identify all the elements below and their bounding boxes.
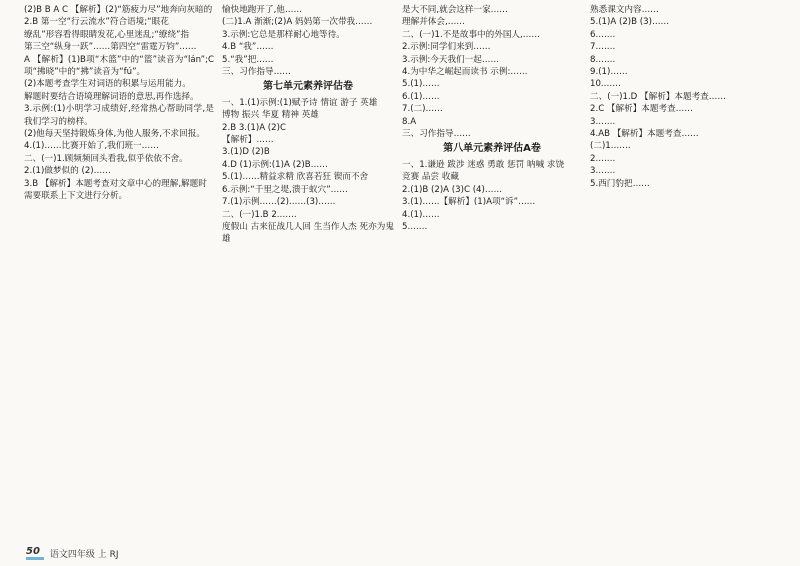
text-line: 7.(1)示例……(2)……(3)…… (222, 197, 336, 208)
page-footer (26, 546, 119, 560)
text-line: 愉快地跑开了,他…… (222, 5, 303, 15)
section-heading (402, 143, 582, 155)
text-line: 4.(1)……比赛开始了,我们班一…… (24, 141, 159, 152)
page-number: 50 (26, 546, 44, 560)
text-line: 理解并体会,…… (402, 17, 465, 28)
text-line: 是大不同,就会这样一家…… (402, 5, 508, 15)
text-line: 缭乱”形容看得眼睛发花,心里迷乱;“缭绕”指 (24, 29, 190, 40)
text-line: (2)本题考查学生对词语的积累与运用能力。 (24, 79, 191, 90)
text-line: 10.…… (590, 79, 621, 90)
text-line: 8.A (402, 116, 417, 127)
text-line: 解题时要结合语境理解词语的意思,再作选择。 (24, 91, 199, 102)
text-line: 需要联系上下文进行分析。 (24, 191, 128, 202)
text-line: 2.(1)做梦似的 (2)…… (24, 166, 111, 177)
text-line: 7.…… (590, 42, 616, 53)
text-line: 竞赛 品尝 收藏 (402, 172, 460, 183)
section-heading-title: 第八单元素养评估A卷 (443, 143, 541, 155)
text-line: 5.“我”把…… (222, 54, 274, 65)
text-line: 3.示例:(1)小明学习成绩好,经常热心帮助同学,是我们学习的榜样。 (24, 104, 214, 127)
text-line: 2.B 3.(1)A (2)C (222, 122, 286, 133)
text-line: 4.D (1)示例:(1)A (2)B…… (222, 159, 328, 170)
text-line: 2.…… (590, 153, 616, 164)
text-line: 3.…… (590, 166, 616, 177)
text-line: 三、习作指导…… (222, 67, 291, 78)
text-line: 4.(1)…… (402, 209, 440, 220)
text-line: 7.(二)…… (402, 104, 443, 115)
text-line: 8.…… (590, 54, 616, 65)
text-line: 5.(1)A (2)B (3)…… (590, 17, 670, 28)
text-line: 2.(1)B (2)A (3)C (4)…… (402, 184, 503, 195)
text-line: 3.(1)D (2)B (222, 147, 270, 158)
text-line: 6.(1)…… (402, 91, 440, 102)
text-line: 5.…… (402, 221, 428, 232)
text-line: 二、(一)1.D 【解析】本题考查…… (590, 91, 726, 102)
text-line: 【解析】…… (222, 135, 274, 146)
text-line: 第三空“纵身一跃”……第四空“雷霆万钧”…… (24, 42, 197, 53)
text-line: 5.西门豹把…… (590, 178, 650, 189)
text-line: 3.示例:它总是那样耐心地等待。 (222, 29, 345, 40)
text-line: 三、习作指导…… (402, 129, 471, 140)
text-line: 5.(1)…… (402, 79, 440, 90)
column-4 (590, 4, 780, 544)
text-line: A 【解析】(1)B项“木篮”中的“篮”读音为“lán”;C项“拂晓”中的“拂”读音为“fú”。 (24, 54, 214, 78)
text-line: (二)1.…… (590, 141, 631, 152)
text-line: (2)B B A C 【解析】(2)“筋疲力尽”地奔向灰暗的 (24, 5, 213, 15)
section-heading-title: 第七单元素养评估卷 (263, 81, 353, 93)
text-line: 一、1.谦逊 跋涉 迷惑 勇敢 惩罚 呐喊 求饶 (402, 159, 565, 170)
text-line: 3.示例:今天我们一起…… (402, 54, 500, 65)
text-line: 3.B 【解析】本题考查对文章中心的理解,解题时 (24, 178, 207, 189)
text-line: (2)他每天坚持锻炼身体,为他人服务,不求回报。 (24, 129, 205, 140)
text-line: 度假山 古来征战几人回 生当作人杰 死亦为鬼雄 (222, 221, 394, 245)
column-1 (24, 4, 214, 544)
column-2 (222, 4, 394, 544)
column-3 (402, 4, 582, 544)
text-line: 4.B “我”…… (222, 42, 274, 53)
text-line: 2.C 【解析】本题考查…… (590, 104, 693, 115)
text-line: 二、(一)1.顾频频回头看我,似乎依依不舍。 (24, 153, 188, 164)
text-line: 6.…… (590, 29, 616, 40)
text-line: 二、(一)1.不是故事中的外国人,…… (402, 29, 540, 40)
text-line: 3.(1)……【解析】(1)A项“诉”…… (402, 197, 536, 208)
text-line: 4.AB 【解析】本题考查…… (590, 129, 699, 140)
text-line: (二)1.A 渐渐;(2)A 妈妈第一次带我…… (222, 17, 373, 28)
section-heading (222, 81, 394, 93)
text-line: 博物 振兴 华夏 精神 英雄 (222, 110, 319, 121)
text-line: 熟悉课文内容…… (590, 5, 659, 15)
book-title: 语文四年级 上 RJ (49, 549, 119, 560)
text-line: 二、(一)1.B 2.…… (222, 209, 297, 220)
text-line: 4.为中华之崛起而读书 示例:…… (402, 67, 528, 78)
text-line: 一、1.(1)示例:(1)赋予诗 情谊 游子 英雄 (222, 97, 378, 108)
text-line: 6.示例:“千里之堤,溃于蚁穴”…… (222, 184, 348, 195)
text-line: 9.(1)…… (590, 67, 628, 78)
text-line: 2.B 第一空“行云流水”符合语境;“眼花 (24, 17, 169, 28)
text-line: 5.(1)……精益求精 欣喜若狂 锲而不舍 (222, 172, 369, 183)
text-line: 2.示例:同学们来到…… (402, 42, 491, 53)
text-line: 3.…… (590, 116, 616, 127)
